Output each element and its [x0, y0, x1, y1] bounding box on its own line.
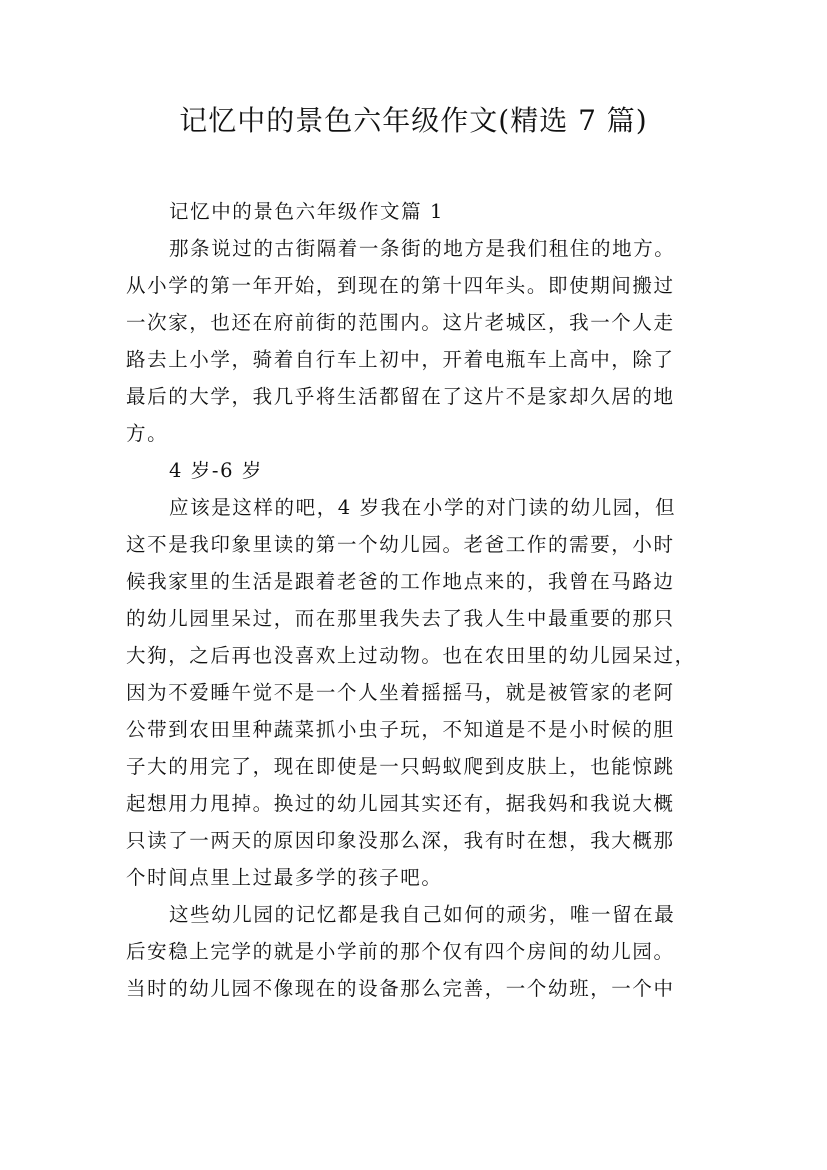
text-line: 当时的幼儿园不像现在的设备那么完善，一个幼班，一个中: [126, 977, 675, 1000]
text-line: 这些幼儿园的记忆都是我自己如何的顽劣，唯一留在最: [169, 903, 676, 926]
text-line: 起想用力甩掉。换过的幼儿园其实还有，据我妈和我说大概: [126, 792, 675, 815]
text-line: 应该是这样的吧，4 岁我在小学的对门读的幼儿园，但: [169, 496, 677, 519]
document-body: [126, 193, 716, 1007]
text-line: 大狗，之后再也没喜欢上过动物。也在农田里的幼儿园呆过，: [126, 644, 696, 667]
text-line: 候我家里的生活是跟着老爸的工作地点来的，我曾在马路边: [126, 570, 675, 593]
text-line: 从小学的第一年开始，到现在的第十四年头。即使期间搬过: [126, 274, 675, 297]
text-line: 方。: [126, 422, 169, 445]
text-line: 子大的用完了，现在即使是一只蚂蚁爬到皮肤上，也能惊跳: [126, 755, 675, 778]
text-line: 一次家，也还在府前街的范围内。这片老城区，我一个人走: [126, 311, 675, 334]
text-line: 个时间点里上过最多学的孩子吧。: [126, 866, 443, 889]
text-line: 路去上小学，骑着自行车上初中，开着电瓶车上高中，除了: [126, 348, 675, 371]
text-line: 最后的大学，我几乎将生活都留在了这片不是家却久居的地: [126, 385, 675, 408]
text-line: 公带到农田里种蔬菜抓小虫子玩，不知道是不是小时候的胆: [126, 718, 675, 741]
text-line: 这不是我印象里读的第一个幼儿园。老爸工作的需要，小时: [126, 533, 675, 556]
text-line: 只读了一两天的原因印象没那么深，我有时在想，我大概那: [126, 829, 675, 852]
text-line: 的幼儿园里呆过，而在那里我失去了我人生中最重要的那只: [126, 607, 675, 630]
text-line: 因为不爱睡午觉不是一个人坐着摇摇马，就是被管家的老阿: [126, 681, 675, 704]
text-line: 记忆中的景色六年级作文篇 1: [169, 200, 445, 223]
document-title: 记忆中的景色六年级作文(精选 7 篇): [179, 104, 648, 137]
text-line: 后安稳上完学的就是小学前的那个仅有四个房间的幼儿园。: [126, 940, 675, 963]
text-line: 那条说过的古街隔着一条街的地方是我们租住的地方。: [169, 237, 676, 260]
text-line: 4 岁-6 岁: [169, 459, 263, 482]
